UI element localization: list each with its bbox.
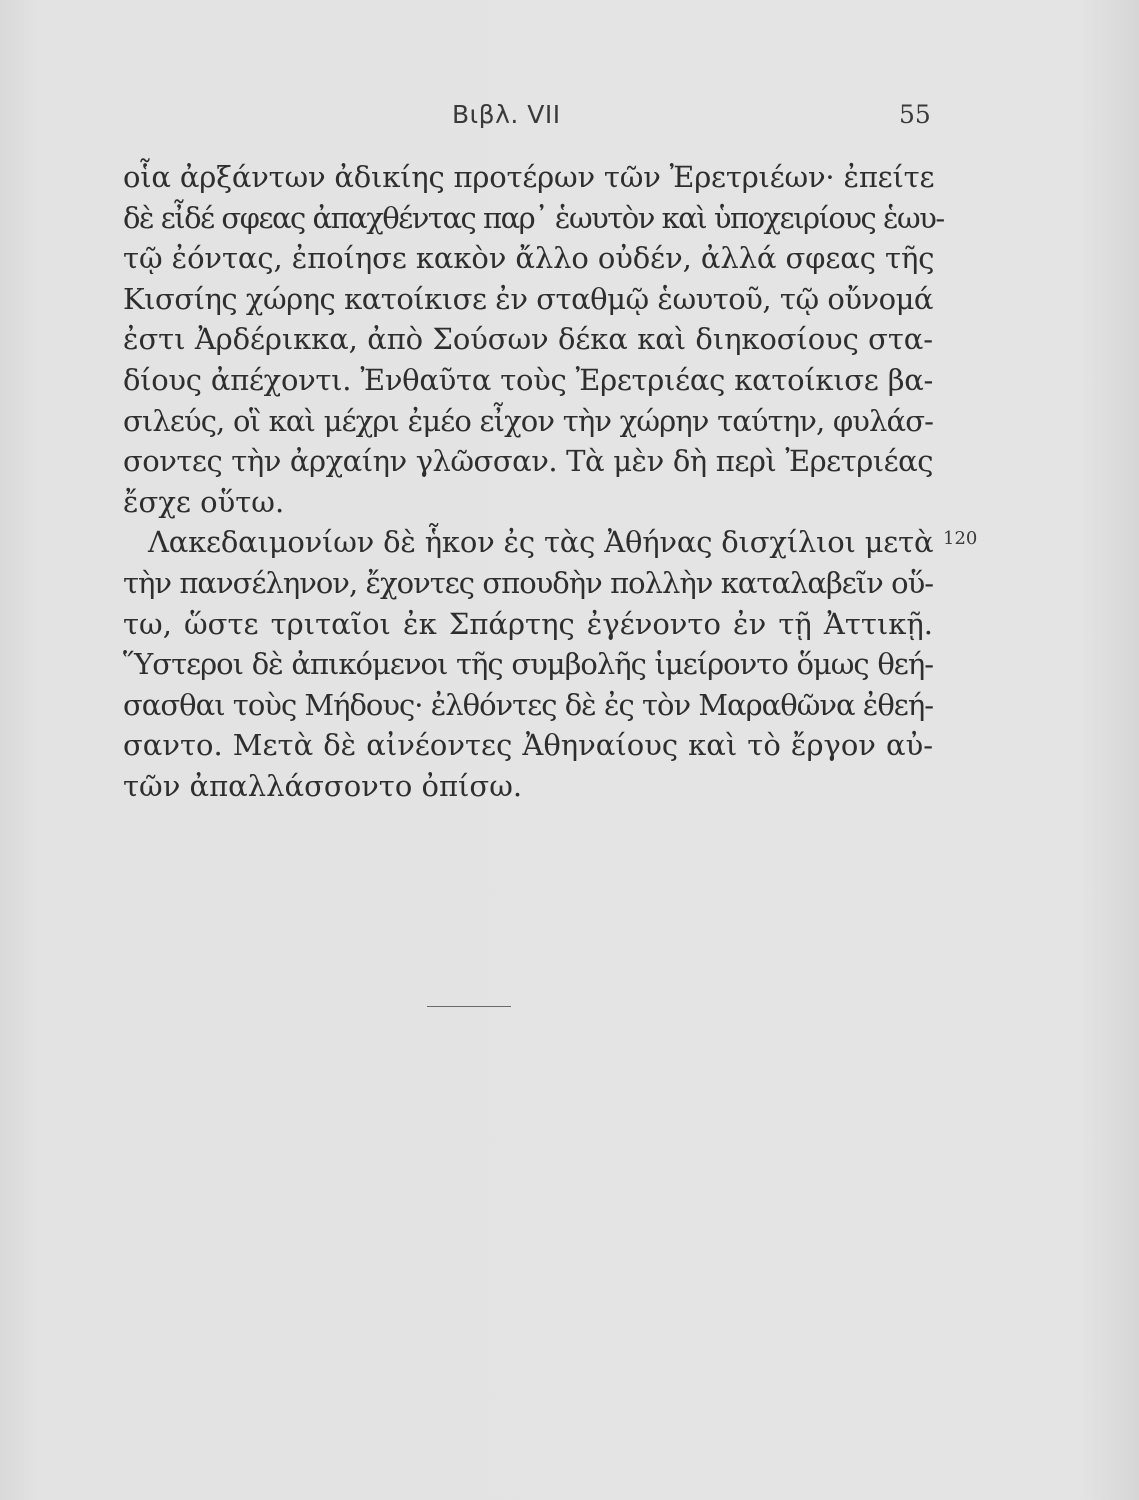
text-line: σιλεύς, οἳ καὶ μέχρι ἐμέο εἶχον τὴν χώρην ταύτην, φυλάσ- bbox=[123, 403, 933, 438]
text-line: σοντες τὴν ἀρχαίην γλῶσσαν. Τὰ μὲν δὴ περὶ Ἐρετριέας bbox=[123, 444, 933, 479]
text-line: οἷα ἀρξάντων ἀδικίης προτέρων τῶν Ἐρετριέων· ἐπείτε bbox=[123, 160, 935, 194]
text-line: Λακεδαιμονίων δὲ ἧκον ἐς τὰς Ἀθήνας δισχίλιοι μετὰ bbox=[148, 525, 934, 560]
text-line: Ὕστεροι δὲ ἀπικόμενοι τῆς συμβολῆς ἱμείροντο ὅμως θεή- bbox=[123, 647, 933, 682]
text-line: ἐστι Ἀρδέρικκα, ἀπὸ Σούσων δέκα καὶ διηκοσίους στα- bbox=[123, 322, 933, 357]
text-line: τῶν ἀπαλλάσσοντο ὀπίσω. bbox=[123, 768, 523, 803]
text-line: τῷ ἐόντας, ἐποίησε κακὸν ἄλλο οὐδέν, ἀλλά σφεας τῆς bbox=[123, 241, 935, 276]
text-line: τω, ὥστε τριταῖοι ἐκ Σπάρτης ἐγένοντο ἐν τῇ Ἀττικῇ. bbox=[123, 606, 933, 641]
text-line: σαντο. Μετὰ δὲ αἰνέοντες Ἀθηναίους καὶ τὸ ἔργον αὐ- bbox=[123, 728, 933, 763]
paragraph-1 bbox=[123, 157, 944, 522]
text-line: τὴν πανσέληνον, ἔχοντες σπουδὴν πολλὴν καταλαβεῖν οὕ- bbox=[123, 565, 933, 600]
text-line: Κισσίης χώρης κατοίκισε ἐν σταθμῷ ἑωυτοῦ, τῷ οὔνομά bbox=[123, 281, 933, 316]
text-line: ἔσχε οὕτω. bbox=[123, 484, 285, 519]
text-line: δίους ἀπέχοντι. Ἐνθαῦτα τοὺς Ἐρετριέας κατοίκισε βα- bbox=[123, 362, 933, 397]
section-divider bbox=[427, 1006, 511, 1007]
text-line: σασθαι τοὺς Μήδους· ἐλθόντες δὲ ἐς τὸν Μαραθῶνα ἐθεή- bbox=[123, 687, 933, 722]
main-text bbox=[123, 157, 944, 807]
marginal-line-number: 120 bbox=[943, 528, 978, 549]
paragraph-2 bbox=[123, 522, 933, 806]
running-head: Βιβλ. VII bbox=[452, 100, 561, 129]
page-number: 55 bbox=[899, 100, 931, 129]
text-line: δὲ εἶδέ σφεας ἀπαχθέντας παρ᾽ ἑωυτὸν καὶ ὑποχειρίους ἑωυ- bbox=[123, 200, 944, 235]
